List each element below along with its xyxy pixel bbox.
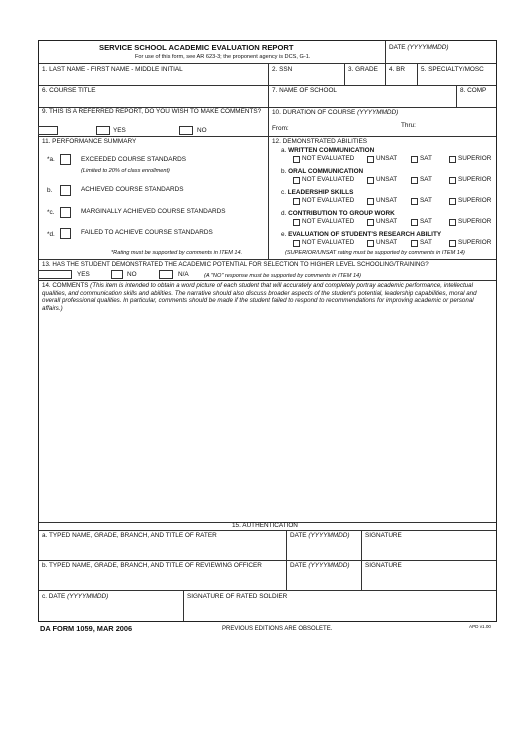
ability-title-a: a. WRITTEN COMMUNICATION (281, 147, 375, 154)
ability-option-label: UNSAT (376, 239, 398, 246)
from-field[interactable]: From: (272, 125, 289, 132)
perf-mark-a: *a. (47, 156, 55, 163)
ability-c-checkbox-not-evaluated[interactable] (293, 198, 300, 205)
ability-title-e: e. EVALUATION OF STUDENT'S RESEARCH ABILITY (281, 231, 442, 238)
ability-d-checkbox-not-evaluated[interactable] (293, 219, 300, 226)
ability-option-label: SAT (420, 218, 432, 225)
ability-option-label: NOT EVALUATED (302, 239, 355, 246)
ability-option-label: UNSAT (376, 155, 398, 162)
reviewer-date-field[interactable]: DATE (YYYYMMDD) (290, 562, 350, 569)
ability-d-checkbox-sat[interactable] (411, 219, 418, 226)
component-field[interactable]: 8. COMP (460, 87, 487, 94)
referred-yes-label: YES (113, 127, 126, 134)
ability-b-checkbox-not-evaluated[interactable] (293, 177, 300, 184)
ability-b-checkbox-unsat[interactable] (367, 177, 374, 184)
ssn-field[interactable]: 2. SSN (272, 66, 293, 73)
rater-signature-field[interactable]: SIGNATURE (365, 532, 402, 539)
form-title: SERVICE SCHOOL ACADEMIC EVALUATION REPORT (99, 43, 294, 52)
referred-no-checkbox[interactable] (179, 126, 193, 135)
potential-yes-label: YES (77, 271, 90, 278)
perf-checkbox-c[interactable] (60, 207, 71, 218)
referred-no-label: NO (197, 127, 207, 134)
ability-a-checkbox-sat[interactable] (411, 156, 418, 163)
ability-option-label: SAT (420, 176, 432, 183)
perf-label-b: ACHIEVED COURSE STANDARDS (81, 186, 184, 193)
ability-option-label: SUPERIOR (458, 218, 492, 225)
potential-no-label: NO (127, 271, 137, 278)
referred-blank-checkbox[interactable] (38, 126, 58, 135)
ability-title-b: b. ORAL COMMUNICATION (281, 168, 364, 175)
specialty-field[interactable]: 5. SPECIALTY/MOSC (421, 66, 484, 73)
potential-question: 13. HAS THE STUDENT DEMONSTRATED THE ACADEMIC POTENTIAL FOR SELECTION TO HIGHER LEVEL SCHOOLING/TRAINING? (42, 261, 429, 268)
ability-option-label: SAT (420, 197, 432, 204)
perf-label-c: MARGINALLY ACHIEVED COURSE STANDARDS (81, 208, 226, 215)
ability-e-checkbox-superior[interactable] (449, 240, 456, 247)
school-name-field[interactable]: 7. NAME OF SCHOOL (272, 87, 337, 94)
perf-mark-b: b. (47, 187, 53, 194)
ability-a-checkbox-not-evaluated[interactable] (293, 156, 300, 163)
authentication-title: 15. AUTHENTICATION (232, 522, 298, 529)
perf-mark-d: *d. (47, 231, 55, 238)
potential-note: (A "NO" response must be supported by comments in ITEM 14) (204, 273, 362, 279)
grade-field[interactable]: 3. GRADE (348, 66, 378, 73)
comments-block[interactable]: 14. COMMENTS (This item is intended to obtain a word picture of each student that will accurately and completely portray academic performance, intellectual qualities, and communication skills and abilities. The narrative should also discuss broader aspects of the student's potential, leadership capabilities, moral and overall professional qualities. In particular, comments should be made if the student failed to respond to recommendations for improving academic or personal affairs.) (42, 282, 477, 312)
ability-option-label: NOT EVALUATED (302, 197, 355, 204)
duration-label: 10. DURATION OF COURSE (YYYYMMDD) (272, 109, 399, 116)
thru-field[interactable]: Thru: (401, 122, 416, 129)
ability-a-checkbox-unsat[interactable] (367, 156, 374, 163)
ability-option-label: SAT (420, 155, 432, 162)
ability-option-label: UNSAT (376, 218, 398, 225)
ability-d-checkbox-unsat[interactable] (367, 219, 374, 226)
course-title-field[interactable]: 6. COURSE TITLE (42, 87, 96, 94)
potential-blank-checkbox[interactable] (38, 270, 72, 279)
ability-e-checkbox-not-evaluated[interactable] (293, 240, 300, 247)
rater-date-field[interactable]: DATE (YYYYMMDD) (290, 532, 350, 539)
potential-no-checkbox[interactable] (159, 270, 173, 279)
ability-d-checkbox-superior[interactable] (449, 219, 456, 226)
perf-rating-note: *Rating must be supported by comments in ITEM 14. (111, 250, 243, 256)
form-id: DA FORM 1059, MAR 2006 (40, 624, 133, 633)
referred-yes-checkbox[interactable] (96, 126, 110, 135)
ability-option-label: SAT (420, 239, 432, 246)
rater-name-field[interactable]: a. TYPED NAME, GRADE, BRANCH, AND TITLE OF RATER (42, 532, 217, 539)
apd-version: APD v1.00 (469, 624, 491, 629)
ability-title-c: c. LEADERSHIP SKILLS (281, 189, 354, 196)
ability-option-label: SUPERIOR (458, 197, 492, 204)
ability-option-label: UNSAT (376, 197, 398, 204)
perf-label-d: FAILED TO ACHIEVE COURSE STANDARDS (81, 229, 213, 236)
ability-c-checkbox-unsat[interactable] (367, 198, 374, 205)
ability-e-checkbox-unsat[interactable] (367, 240, 374, 247)
perf-mark-c: *c. (47, 209, 55, 216)
potential-yes-checkbox[interactable] (111, 270, 123, 279)
ability-option-label: UNSAT (376, 176, 398, 183)
ability-e-checkbox-sat[interactable] (411, 240, 418, 247)
abilities-note: (SUPERIOR/UNSAT rating must be supported by comments in ITEM 14) (285, 250, 465, 256)
perf-checkbox-d[interactable] (60, 228, 71, 239)
ability-option-label: SUPERIOR (458, 155, 492, 162)
perf-checkbox-a[interactable] (60, 154, 71, 165)
potential-na-label: N/A (178, 271, 189, 278)
ability-option-label: SUPERIOR (458, 239, 492, 246)
soldier-date-field[interactable]: c. DATE (YYYYMMDD) (42, 593, 109, 600)
ability-option-label: NOT EVALUATED (302, 176, 355, 183)
perf-checkbox-b[interactable] (60, 185, 71, 196)
ability-b-checkbox-sat[interactable] (411, 177, 418, 184)
ability-option-label: NOT EVALUATED (302, 218, 355, 225)
soldier-signature-field[interactable]: SIGNATURE OF RATED SOLDIER (187, 593, 288, 600)
reviewer-name-field[interactable]: b. TYPED NAME, GRADE, BRANCH, AND TITLE OF REVIEWING OFFICER (42, 562, 262, 569)
date-label[interactable]: DATE (YYYYMMDD) (389, 44, 449, 51)
evaluation-form (38, 40, 497, 622)
perf-limit-note: (Limited to 20% of class enrollment) (81, 168, 170, 174)
ability-c-checkbox-superior[interactable] (449, 198, 456, 205)
ability-b-checkbox-superior[interactable] (449, 177, 456, 184)
branch-field[interactable]: 4. BR (389, 66, 405, 73)
form-subtitle: For use of this form, see AR 623-3; the proponent agency is DCS, G-1. (135, 54, 311, 60)
ability-a-checkbox-superior[interactable] (449, 156, 456, 163)
ability-option-label: NOT EVALUATED (302, 155, 355, 162)
referred-question: 9. THIS IS A REFERRED REPORT, DO YOU WISH TO MAKE COMMENTS? (42, 108, 262, 115)
ability-title-d: d. CONTRIBUTION TO GROUP WORK (281, 210, 395, 217)
perf-label-a: EXCEEDED COURSE STANDARDS (81, 156, 186, 163)
reviewer-signature-field[interactable]: SIGNATURE (365, 562, 402, 569)
name-field[interactable]: 1. LAST NAME - FIRST NAME - MIDDLE INITIAL (42, 66, 183, 73)
performance-title: 11. PERFORMANCE SUMMARY (42, 138, 137, 145)
abilities-title: 12. DEMONSTRATED ABILITIES (272, 138, 368, 145)
obsolete-notice: PREVIOUS EDITIONS ARE OBSOLETE. (222, 626, 333, 632)
ability-option-label: SUPERIOR (458, 176, 492, 183)
ability-c-checkbox-sat[interactable] (411, 198, 418, 205)
